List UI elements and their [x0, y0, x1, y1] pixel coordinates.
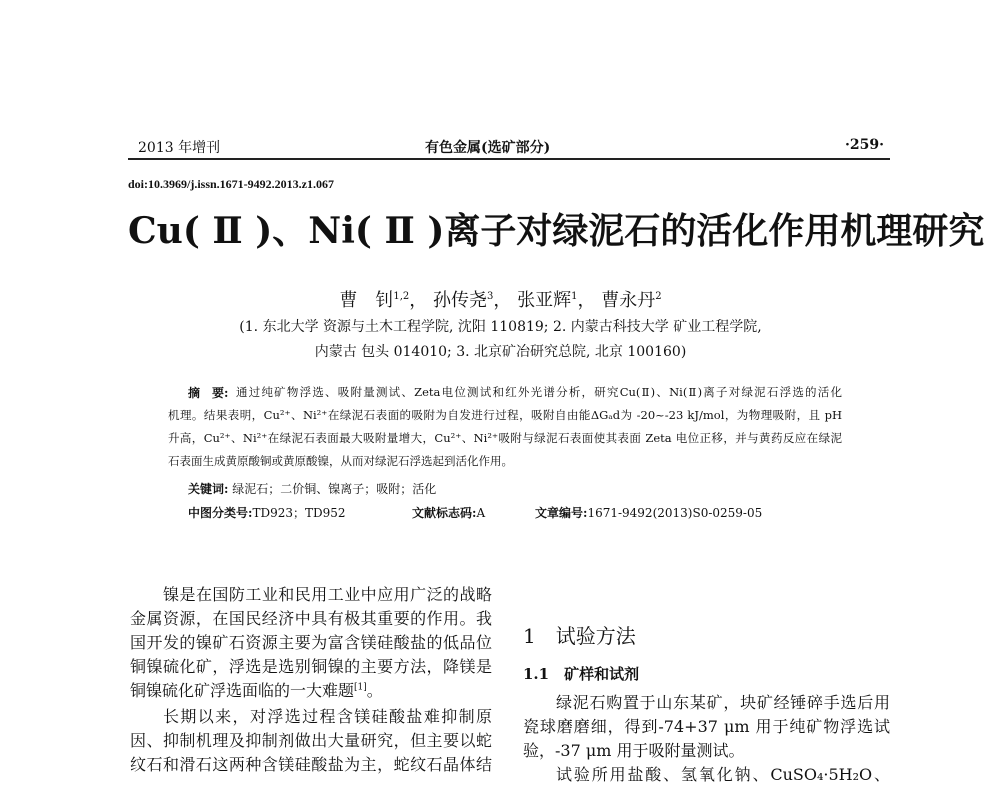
author-affil: 1: [571, 291, 578, 302]
body-line: 绿泥石购置于山东某矿，块矿经锤碎手选后用: [556, 693, 890, 712]
header-journal: 有色金属(选矿部分): [425, 140, 551, 156]
affiliation-line: 内蒙古 包头 014010; 3. 北京矿冶研究总院, 北京 100160): [314, 344, 687, 360]
keywords-label: 关键词:: [188, 482, 229, 496]
subsection-heading: 1.1 矿样和试剂: [523, 665, 640, 683]
header-rule: [128, 158, 890, 160]
body-text: 铜镍硫化矿浮选面临的一大难题: [130, 681, 355, 700]
body-line: 瓷球磨磨细，得到-74+37 μm 用于纯矿物浮选试: [523, 717, 890, 736]
document-code: [412, 504, 485, 521]
body-line: 纹石和滑石这两种含镁硅酸盐为主，蛇纹石晶体结: [130, 755, 492, 774]
keywords: [188, 480, 436, 497]
author: 曹 钊: [339, 290, 394, 311]
keywords-value: 绿泥石；二价铜、镍离子；吸附；活化: [232, 482, 437, 496]
authors: 曹 钊$^{1,2}$， 孙传尧$^3$， 张亚辉$^1$， 曹永丹$^2$: [339, 290, 662, 311]
abstract-line: 机理。结果表明，Cu²⁺、Ni²⁺在绿泥石表面的吸附为自发进行过程，吸附自由能ΔGₐd为 -20~-23 kJ/mol，为物理吸附，且 pH: [168, 408, 842, 422]
body-line: 验，-37 μm 用于吸附量测试。: [523, 741, 745, 760]
body-line: 铜镍硫化矿，浮选是选别铜镍的主要方法，降镁是: [130, 657, 492, 676]
author-affil: 1,2: [393, 291, 410, 302]
affiliation-line: (1. 东北大学 资源与土木工程学院, 沈阳 110819; 2. 内蒙古科技大学 矿业工程学院,: [239, 319, 762, 335]
body-line: 试验所用盐酸、氢氧化钠、CuSO₄·5H₂O、: [556, 765, 890, 784]
section-heading: 1 试验方法: [523, 624, 636, 648]
body-line: [130, 678, 492, 701]
author: 孙传尧: [433, 290, 488, 311]
body-line: 国开发的镍矿石资源主要为富含镁硅酸盐的低品位: [130, 633, 492, 652]
body-line: 金属资源，在国民经济中具有极其重要的作用。我: [130, 609, 492, 628]
body-line: 镍是在国防工业和民用工业中应用广泛的战略: [163, 585, 492, 604]
author: 曹永丹: [601, 290, 656, 311]
class-value: TD923；TD952: [252, 506, 346, 520]
doc-code-label: 文献标志码:: [412, 506, 477, 520]
paper-title: Cu( Ⅱ )、Ni( Ⅱ )离子对绿泥石的活化作用机理研究: [128, 210, 985, 252]
abstract-line: 升高，Cu²⁺、Ni²⁺在绿泥石表面最大吸附量增大，Cu²⁺、Ni²⁺吸附与绿泥石表面使其表面 Zeta 电位正移，并与黄药反应在绿泥: [168, 431, 842, 445]
header-page-number: ·259·: [845, 137, 884, 153]
body-line: 长期以来，对浮选过程含镁硅酸盐难抑制原: [163, 707, 492, 726]
header-issue: 2013 年增刊: [138, 140, 221, 156]
article-number: [535, 504, 762, 521]
body-text: 。: [366, 681, 383, 700]
author-affil: 2: [655, 291, 662, 302]
doc-code-value: A: [476, 506, 486, 520]
classification: [188, 504, 346, 521]
author: 张亚辉: [517, 290, 572, 311]
abstract-line: 通过纯矿物浮选、吸附量测试、Zeta电位测试和红外光谱分析，研究Cu(Ⅱ)、Ni(Ⅱ)离子对绿泥石浮选的活化: [236, 385, 842, 399]
body-line: 因、抑制机理及抑制剂做出大量研究，但主要以蛇: [130, 731, 492, 750]
abstract-line: 石表面生成黄原酸铜或黄原酸镍，从而对绿泥石浮选起到活化作用。: [168, 454, 513, 468]
article-no-value: 1671-9492(2013)S0-0259-05: [587, 506, 763, 520]
author-affil: 3: [487, 291, 494, 302]
doi: doi:10.3969/j.issn.1671-9492.2013.z1.067: [128, 177, 335, 191]
class-label: 中图分类号:: [188, 506, 253, 520]
abstract-label: 摘 要:: [188, 386, 229, 400]
citation[interactable]: [1]: [354, 682, 367, 693]
article-no-label: 文章编号:: [535, 506, 588, 520]
